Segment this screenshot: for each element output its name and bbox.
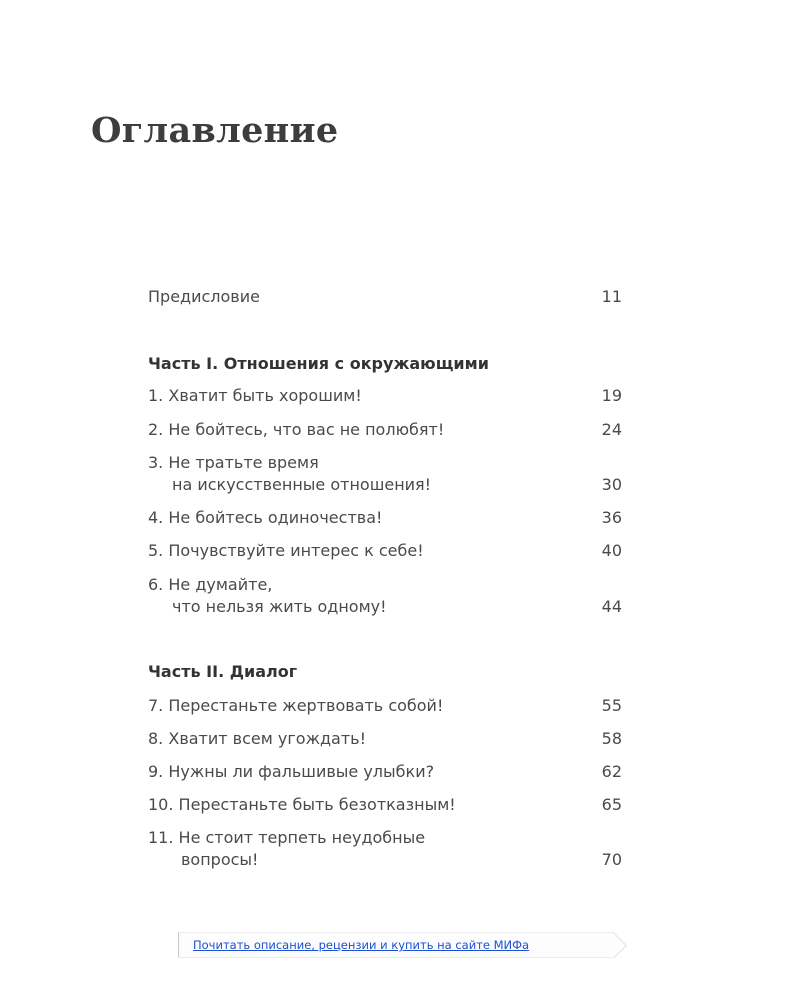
part-heading-1: Часть I. Отношения с окружающими xyxy=(148,354,489,373)
toc-entry-label: 10. Перестаньте быть безотказным! xyxy=(148,795,456,814)
footer-link-banner xyxy=(178,932,614,958)
toc-entry-label: 9. Нужны ли фальшивые улыбки? xyxy=(148,762,435,781)
toc-entry-label-line2: вопросы! xyxy=(181,850,259,869)
toc-entry-chapter-2 xyxy=(148,419,622,441)
buy-on-mif-link[interactable]: Почитать описание, рецензии и купить на сайте МИФа xyxy=(193,938,530,952)
toc-entry-chapter-10 xyxy=(148,794,622,816)
toc-entry-page: 36 xyxy=(601,508,622,527)
toc-entry-chapter-6 xyxy=(148,574,622,618)
toc-entry-label: 1. Хватит быть хорошим! xyxy=(148,386,362,405)
toc-entry-page: 58 xyxy=(601,729,622,748)
toc-entry-chapter-8 xyxy=(148,728,622,750)
toc-entry-chapter-4 xyxy=(148,507,622,529)
toc-entry-label-line1: 6. Не думайте, xyxy=(148,575,273,594)
toc-entry-label-line1: 3. Не тратьте время xyxy=(148,453,319,472)
toc-entry-label-line1: 11. Не стоит терпеть неудобные xyxy=(148,828,426,847)
toc-entry-chapter-7 xyxy=(148,695,622,717)
toc-entry-chapter-3 xyxy=(148,452,622,496)
toc-entry-page: 44 xyxy=(601,597,622,616)
toc-entry-page: 19 xyxy=(601,386,622,405)
toc-entry-label: 8. Хватит всем угождать! xyxy=(148,729,367,748)
toc-entry-page: 11 xyxy=(601,287,622,306)
toc-entry-label: 5. Почувствуйте интерес к себе! xyxy=(148,541,424,560)
toc-entry-label xyxy=(148,452,622,496)
toc-entry-chapter-11 xyxy=(148,827,622,871)
toc-entry-page: 30 xyxy=(601,475,622,494)
toc-entry-label: 7. Перестаньте жертвовать собой! xyxy=(148,696,444,715)
part-heading-2: Часть II. Диалог xyxy=(148,662,298,681)
toc-entry-label: 2. Не бойтесь, что вас не полюбят! xyxy=(148,420,445,439)
toc-entry-chapter-9 xyxy=(148,761,622,783)
toc-entry-label: 4. Не бойтесь одиночества! xyxy=(148,508,383,527)
toc-entry-label-line2: что нельзя жить одному! xyxy=(172,597,387,616)
toc-entry-page: 70 xyxy=(601,850,622,869)
toc-entry-preface xyxy=(148,286,622,308)
toc-entry-page: 24 xyxy=(601,420,622,439)
page-title: Оглавление xyxy=(91,110,339,151)
toc-entry-label: Предисловие xyxy=(148,287,260,306)
toc-entry-chapter-5 xyxy=(148,540,622,562)
toc-entry-chapter-1 xyxy=(148,385,622,407)
toc-entry-label-line2: на искусственные отношения! xyxy=(172,475,432,494)
toc-entry-page: 55 xyxy=(601,696,622,715)
toc-entry-label xyxy=(148,574,622,618)
toc-entry-page: 65 xyxy=(601,795,622,814)
toc-entry-page: 62 xyxy=(601,762,622,781)
toc-entry-page: 40 xyxy=(601,541,622,560)
toc-entry-label xyxy=(148,827,622,871)
